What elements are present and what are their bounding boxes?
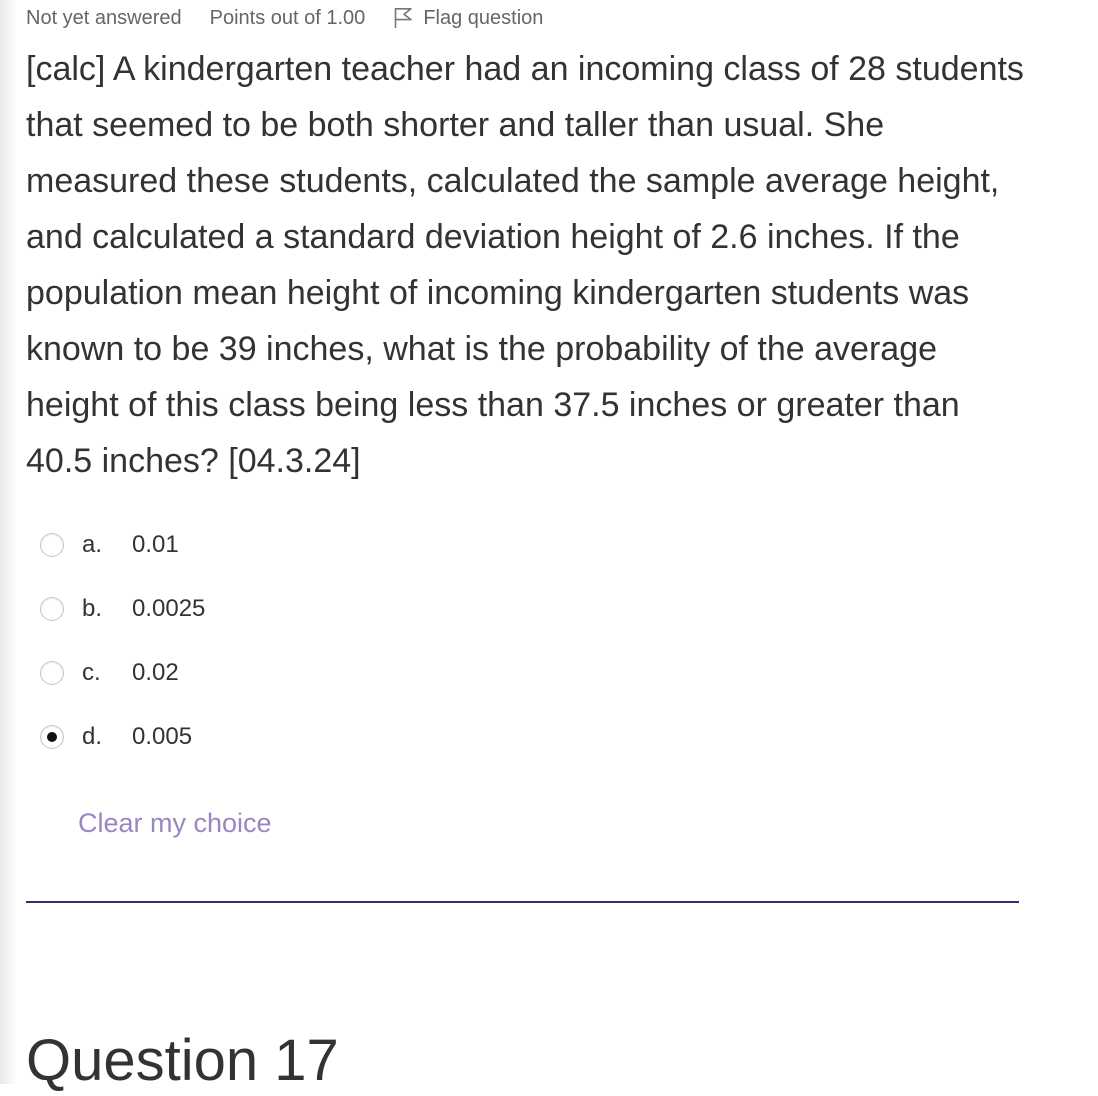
answer-option-d[interactable] [40,722,192,752]
answer-letter: c. [82,659,101,686]
question-state: Not yet answered [26,6,182,29]
answer-value: 0.01 [132,531,179,558]
question-info-bar [26,6,543,30]
flag-question-link[interactable] [393,7,543,30]
answer-option-b[interactable] [40,594,205,624]
flag-question-label: Flag question [423,6,544,29]
answer-value: 0.005 [132,723,193,750]
next-question-heading: Question 17 [26,1028,339,1093]
answer-option-c[interactable] [40,658,179,688]
radio-selected-dot [47,732,57,742]
answer-letter: a. [82,531,103,558]
clear-my-choice-link[interactable]: Clear my choice [78,808,272,838]
radio-button[interactable] [40,661,64,685]
question-text: [calc] A kindergarten teacher had an incoming class of 28 students that seemed to be both shorter and taller than usual. She measured these students, calculated the sample average height, and calculated a standard deviation height of 2.6 inches. If the population mean height of incoming kindergarten students was known to be 39 inches, what is the probability of the average height of this class being less than 37.5 inches or greater than 40.5 inches? [04.3.24] [26,50,1024,480]
flag-icon [393,7,413,29]
radio-button[interactable] [40,725,64,749]
answer-letter: d. [82,723,103,750]
answer-letter: b. [82,595,103,622]
answer-value: 0.02 [132,659,179,686]
question-points: Points out of 1.00 [209,6,366,29]
question-divider [26,901,1019,903]
page-left-shadow [0,0,16,1084]
answer-option-a[interactable] [40,530,179,560]
answer-value: 0.0025 [132,595,206,622]
radio-button[interactable] [40,533,64,557]
radio-button[interactable] [40,597,64,621]
